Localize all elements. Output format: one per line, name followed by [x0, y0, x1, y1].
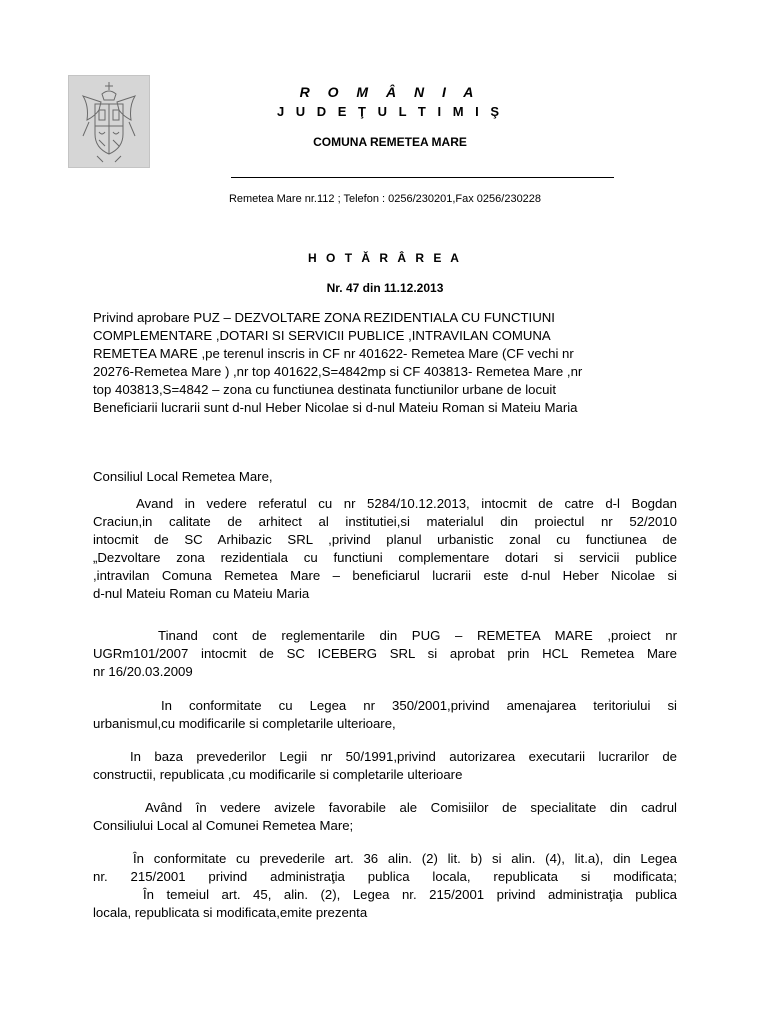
paragraph-line: Craciun,in calitate de arhitect al institutiei,si materialul din proiectul nr 52/2010 — [93, 514, 677, 529]
commune-heading: COMUNA REMETEA MARE — [313, 135, 467, 149]
paragraph-line: Tinand cont de reglementarile din PUG – REMETEA MARE ,proiect nr — [158, 628, 677, 643]
coat-of-arms-icon — [69, 76, 149, 167]
paragraph-temei-legal — [93, 850, 677, 922]
paragraph-referat — [93, 495, 677, 603]
subject-line: top 403813,S=4842 – zona cu functiunea destinata functiunilor urbane de locuit — [93, 382, 557, 397]
county-heading: J U D E Ţ U L T I M I Ş — [276, 104, 504, 119]
paragraph-line: nr 16/20.03.2009 — [93, 664, 193, 679]
paragraph-line: Consiliului Local al Comunei Remetea Mare; — [93, 818, 354, 833]
coat-of-arms — [68, 75, 150, 168]
paragraph-line: urbanismul,cu modificarile si completarile ulterioare, — [93, 716, 396, 731]
document-number: Nr. 47 din 11.12.2013 — [326, 281, 444, 295]
paragraph-line: nr. 215/2001 privind administraţia publica locala, republicata si modificata; — [93, 869, 677, 884]
country-heading: R O M Â N I A — [299, 84, 481, 100]
paragraph-line: In baza prevederilor Legii nr 50/1991,privind autorizarea executarii lucrarilor de — [130, 749, 677, 764]
paragraph-avize — [93, 799, 677, 835]
subject-block — [93, 309, 693, 417]
council-greeting: Consiliul Local Remetea Mare, — [93, 469, 273, 484]
document-title: H O T Ă R Â R E A — [308, 251, 462, 265]
subject-line: Privind aprobare PUZ – DEZVOLTARE ZONA REZIDENTIALA CU FUNCTIUNI — [93, 310, 555, 325]
paragraph-line: In conformitate cu Legea nr 350/2001,privind amenajarea teritoriului si — [161, 698, 677, 713]
paragraph-line: În temeiul art. 45, alin. (2), Legea nr. 215/2001 privind administraţia publica — [143, 887, 677, 902]
paragraph-line: UGRm101/2007 intocmit de SC ICEBERG SRL si aprobat prin HCL Remetea Mare — [93, 646, 677, 661]
paragraph-line: intocmit de SC Arhibazic SRL ,privind planul urbanistic zonal cu functiunea de — [93, 532, 677, 547]
subject-line: Beneficiarii lucrarii sunt d-nul Heber Nicolae si d-nul Mateiu Roman si Mateiu Maria — [93, 400, 578, 415]
paragraph-pug — [93, 627, 677, 681]
paragraph-line: Având în vedere avizele favorabile ale Comisiilor de specialitate din cadrul — [145, 800, 677, 815]
subject-line: 20276-Remetea Mare ) ,nr top 401622,S=4842mp si CF 403813- Remetea Mare ,nr — [93, 364, 583, 379]
paragraph-line: „Dezvoltare zona rezidentiala cu functiuni complementare dotari si servicii publice — [93, 550, 677, 565]
subject-line: COMPLEMENTARE ,DOTARI SI SERVICII PUBLICE ,INTRAVILAN COMUNA — [93, 328, 551, 343]
paragraph-line: Avand in vedere referatul cu nr 5284/10.12.2013, intocmit de catre d-l Bogdan — [136, 496, 677, 511]
subject-line: REMETEA MARE ,pe terenul inscris in CF nr 401622- Remetea Mare (CF vechi nr — [93, 346, 574, 361]
paragraph-lege-350 — [93, 697, 677, 733]
contact-line: Remetea Mare nr.112 ; Telefon : 0256/230201,Fax 0256/230228 — [228, 193, 542, 205]
paragraph-line: locala, republicata si modificata,emite prezenta — [93, 905, 368, 920]
paragraph-line: ,intravilan Comuna Remetea Mare – beneficiarul lucrarii este d-nul Heber Nicolae si — [93, 568, 677, 583]
paragraph-line: În conformitate cu prevederile art. 36 alin. (2) lit. b) si alin. (4), lit.a), din Legea — [133, 851, 677, 866]
paragraph-lege-50 — [93, 748, 677, 784]
paragraph-line: constructii, republicata ,cu modificarile si completarile ulterioare — [93, 767, 463, 782]
paragraph-line: d-nul Mateiu Roman cu Mateiu Maria — [93, 586, 310, 601]
header-divider — [231, 177, 614, 178]
